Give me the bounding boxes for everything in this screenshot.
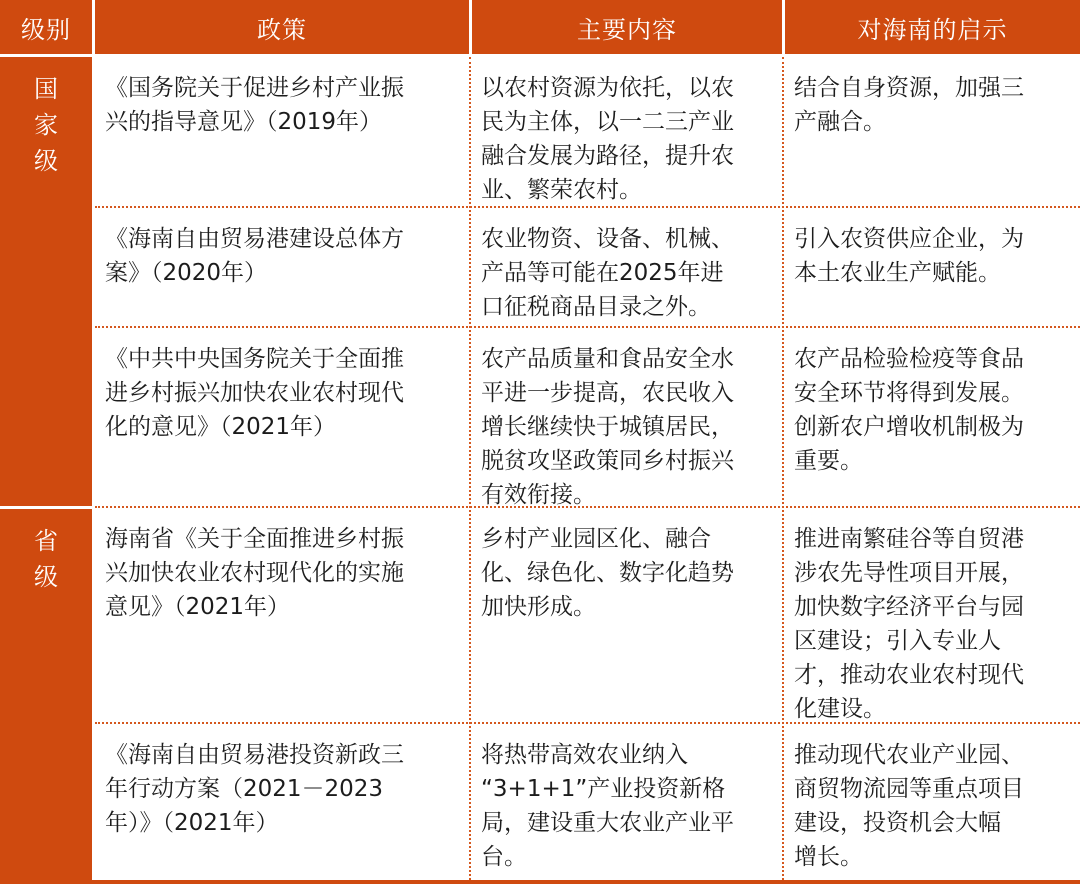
content-cell: 农业物资、设备、机械、 产品等可能在2025年进 口征税商品目录之外。 <box>481 226 734 320</box>
policy-cell: 《海南自由贸易港投资新政三 年行动方案（2021－2023 年）》（2021年） <box>105 742 404 836</box>
header-content <box>472 0 782 54</box>
header-content-label: 主要内容 <box>577 15 677 44</box>
header-level <box>0 0 92 54</box>
content-cell: 乡村产业园区化、融合 化、绿色化、数字化趋势 加快形成。 <box>481 526 734 620</box>
insight-cell: 引入农资供应企业，为 本土农业生产赋能。 <box>794 226 1024 286</box>
content-cell: 将热带高效农业纳入 “3+1+1”产业投资新格 局，建设重大农业产业平 台。 <box>481 742 734 870</box>
level-provincial <box>0 509 92 880</box>
policy-cell: 《海南自由贸易港建设总体方 案》（2020年） <box>105 226 404 286</box>
header-insight-label: 对海南的启示 <box>857 15 1008 44</box>
policy-cell: 海南省《关于全面推进乡村振 兴加快农业农村现代化的实施 意见》（2021年） <box>105 526 404 620</box>
level-provincial-char: 级 <box>34 563 58 591</box>
table-bottom-border <box>0 880 1080 884</box>
header-policy-label: 政策 <box>257 15 307 44</box>
level-national-char: 家 <box>34 111 58 139</box>
policy-cell: 《中共中央国务院关于全面推 进乡村振兴加快农业农村现代 化的意见》（2021年） <box>105 346 404 440</box>
content-cell: 以农村资源为依托，以农 民为主体，以一二三产业 融合发展为路径，提升农 业、繁荣农村。 <box>481 75 734 203</box>
header-level-label: 级别 <box>21 15 71 44</box>
insight-cell: 推动现代农业产业园、 商贸物流园等重点项目 建设，投资机会大幅 增长。 <box>794 742 1024 870</box>
header-insight <box>785 0 1080 54</box>
insight-cell: 结合自身资源，加强三 产融合。 <box>794 75 1024 135</box>
level-national <box>0 57 92 506</box>
insight-cell: 推进南繁硅谷等自贸港 涉农先导性项目开展， 加快数字经济平台与园 区建设；引入专业人 才，推动农业农村现代 化建设。 <box>794 526 1024 722</box>
insight-cell: 农产品检验检疫等食品 安全环节将得到发展。 创新农户增收机制极为 重要。 <box>794 346 1024 474</box>
header-policy <box>95 0 469 54</box>
content-cell: 农产品质量和食品安全水 平进一步提高，农民收入 增长继续快于城镇居民， 脱贫攻坚政策同乡村振兴 有效衔接。 <box>481 346 734 508</box>
level-national-char: 国 <box>34 75 58 103</box>
level-national-char: 级 <box>34 147 58 175</box>
level-provincial-char: 省 <box>34 527 58 555</box>
policy-cell: 《国务院关于促进乡村产业振 兴的指导意见》（2019年） <box>105 75 404 135</box>
